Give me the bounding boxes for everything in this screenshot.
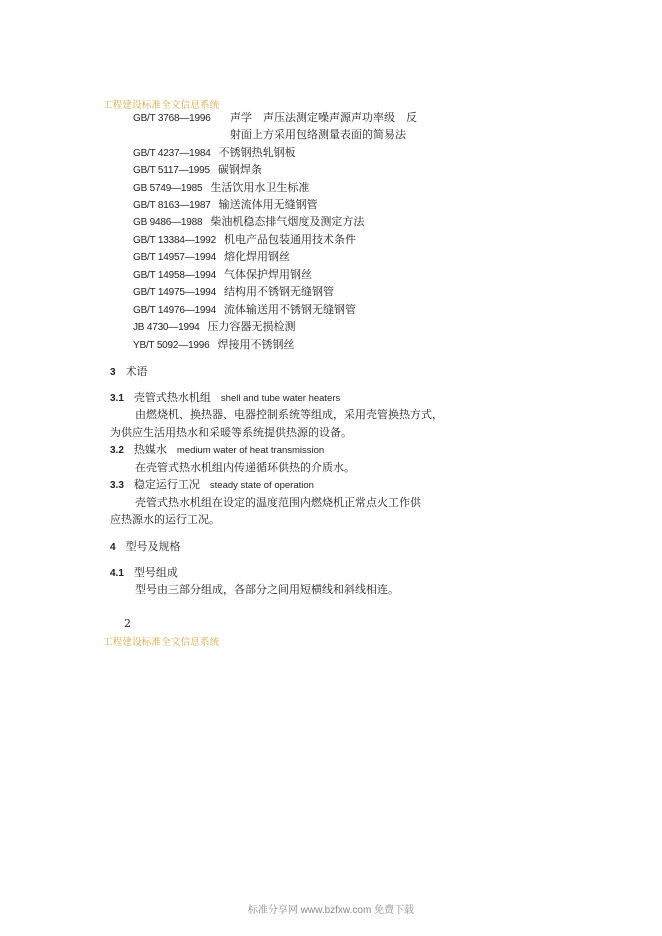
clause-3-2-heading [110, 441, 324, 459]
reference-title: 柴油机稳态排气烟度及测定方法 [210, 215, 365, 228]
reference-item [133, 179, 309, 196]
reference-code: GB/T 4237—1984 [133, 148, 211, 159]
reference-title: 气体保护焊用钢丝 [224, 268, 312, 281]
clause-3-1-heading [110, 389, 340, 407]
reference-title: 压力容器无损检测 [207, 320, 296, 333]
reference-code: GB/T 13384—1992 [133, 235, 216, 246]
term-english: steady state of operation [209, 480, 314, 491]
footer-text: 标准分享网 www.bzfxw.com 免费下载 [247, 905, 415, 916]
term-chinese: 热媒水 [133, 443, 167, 456]
reference-code: GB/T 14958—1994 [133, 270, 216, 281]
reference-code: GB/T 5117—1995 [133, 165, 210, 176]
reference-item [133, 109, 417, 126]
term-english: medium water of heat transmission [176, 445, 325, 456]
watermark-top: 工程建设标准全文信息系统 [103, 100, 220, 111]
reference-item [133, 318, 296, 335]
term-english: shell and tube water heaters [220, 393, 341, 404]
reference-code: JB 4730—1994 [133, 322, 200, 333]
reference-title: 焊接用不锈钢丝 [217, 338, 295, 351]
reference-item [133, 336, 295, 353]
clause-number: 3.1 [110, 393, 124, 404]
reference-code: GB/T 3768—1996 [133, 113, 211, 124]
reference-title: 机电产品包装通用技术条件 [224, 233, 356, 246]
clause-number: 4.1 [110, 568, 124, 579]
term-chinese: 稳定运行工况 [133, 478, 200, 491]
reference-title: 结构用不锈钢无缝钢管 [224, 285, 334, 298]
page-number: 2 [124, 617, 131, 630]
reference-code: GB 9486—1988 [133, 217, 203, 228]
reference-title: 不锈钢热轧钢板 [218, 146, 296, 159]
reference-item [133, 213, 364, 230]
reference-code: GB 5749—1985 [133, 183, 203, 194]
reference-title: 声学 声压法测定噪声源声功率级 反 [230, 111, 417, 124]
reference-title: 碳钢焊条 [217, 163, 262, 176]
clause-4-1-heading [110, 564, 178, 582]
watermark-bottom: 工程建设标准全文信息系统 [103, 637, 220, 648]
reference-item [133, 161, 262, 178]
reference-code: YB/T 5092—1996 [133, 340, 210, 351]
clause-title: 型号组成 [133, 566, 178, 579]
clause-number: 3.3 [110, 480, 124, 491]
reference-item [133, 266, 312, 283]
reference-item [133, 283, 334, 300]
section-title: 术语 [125, 365, 148, 378]
reference-item [133, 196, 318, 213]
section-4-heading [110, 538, 181, 556]
section-number: 4 [110, 542, 116, 553]
term-chinese: 壳管式热水机组 [133, 391, 211, 404]
reference-item [133, 248, 290, 265]
reference-code: GB/T 14975—1994 [133, 287, 216, 298]
reference-item [133, 144, 296, 161]
reference-title: 流体输送用不锈钢无缝钢管 [224, 303, 356, 316]
reference-item [133, 231, 356, 248]
paragraph-line: 由燃烧机、换热器、电器控制系统等组成，采用壳管换热方式， [135, 408, 443, 421]
section-3-heading [110, 363, 148, 381]
clause-number: 3.2 [110, 445, 124, 456]
reference-continuation: 射面上方采用包络测量表面的简易法 [230, 128, 406, 141]
reference-code: GB/T 14976—1994 [133, 305, 216, 316]
reference-title: 熔化焊用钢丝 [224, 250, 290, 263]
paragraph-line: 型号由三部分组成，各部分之间用短横线和斜线相连。 [135, 583, 399, 596]
reference-title: 生活饮用水卫生标准 [210, 181, 310, 194]
reference-code: GB/T 14957—1994 [133, 252, 216, 263]
paragraph-line: 应热源水的运行工况。 [110, 513, 220, 526]
section-number: 3 [110, 367, 116, 378]
paragraph-line: 在壳管式热水机组内传递循环供热的介质水。 [135, 461, 355, 474]
section-title: 型号及规格 [125, 540, 181, 553]
reference-title: 输送流体用无缝钢管 [218, 198, 318, 211]
paragraph-line: 为供应生活用热水和采暖等系统提供热源的设备。 [110, 426, 352, 439]
clause-3-3-heading [110, 476, 314, 494]
reference-code: GB/T 8163—1987 [133, 200, 211, 211]
paragraph-line: 壳管式热水机组在设定的温度范围内燃烧机正常点火工作供 [135, 496, 421, 509]
reference-item [133, 301, 356, 318]
